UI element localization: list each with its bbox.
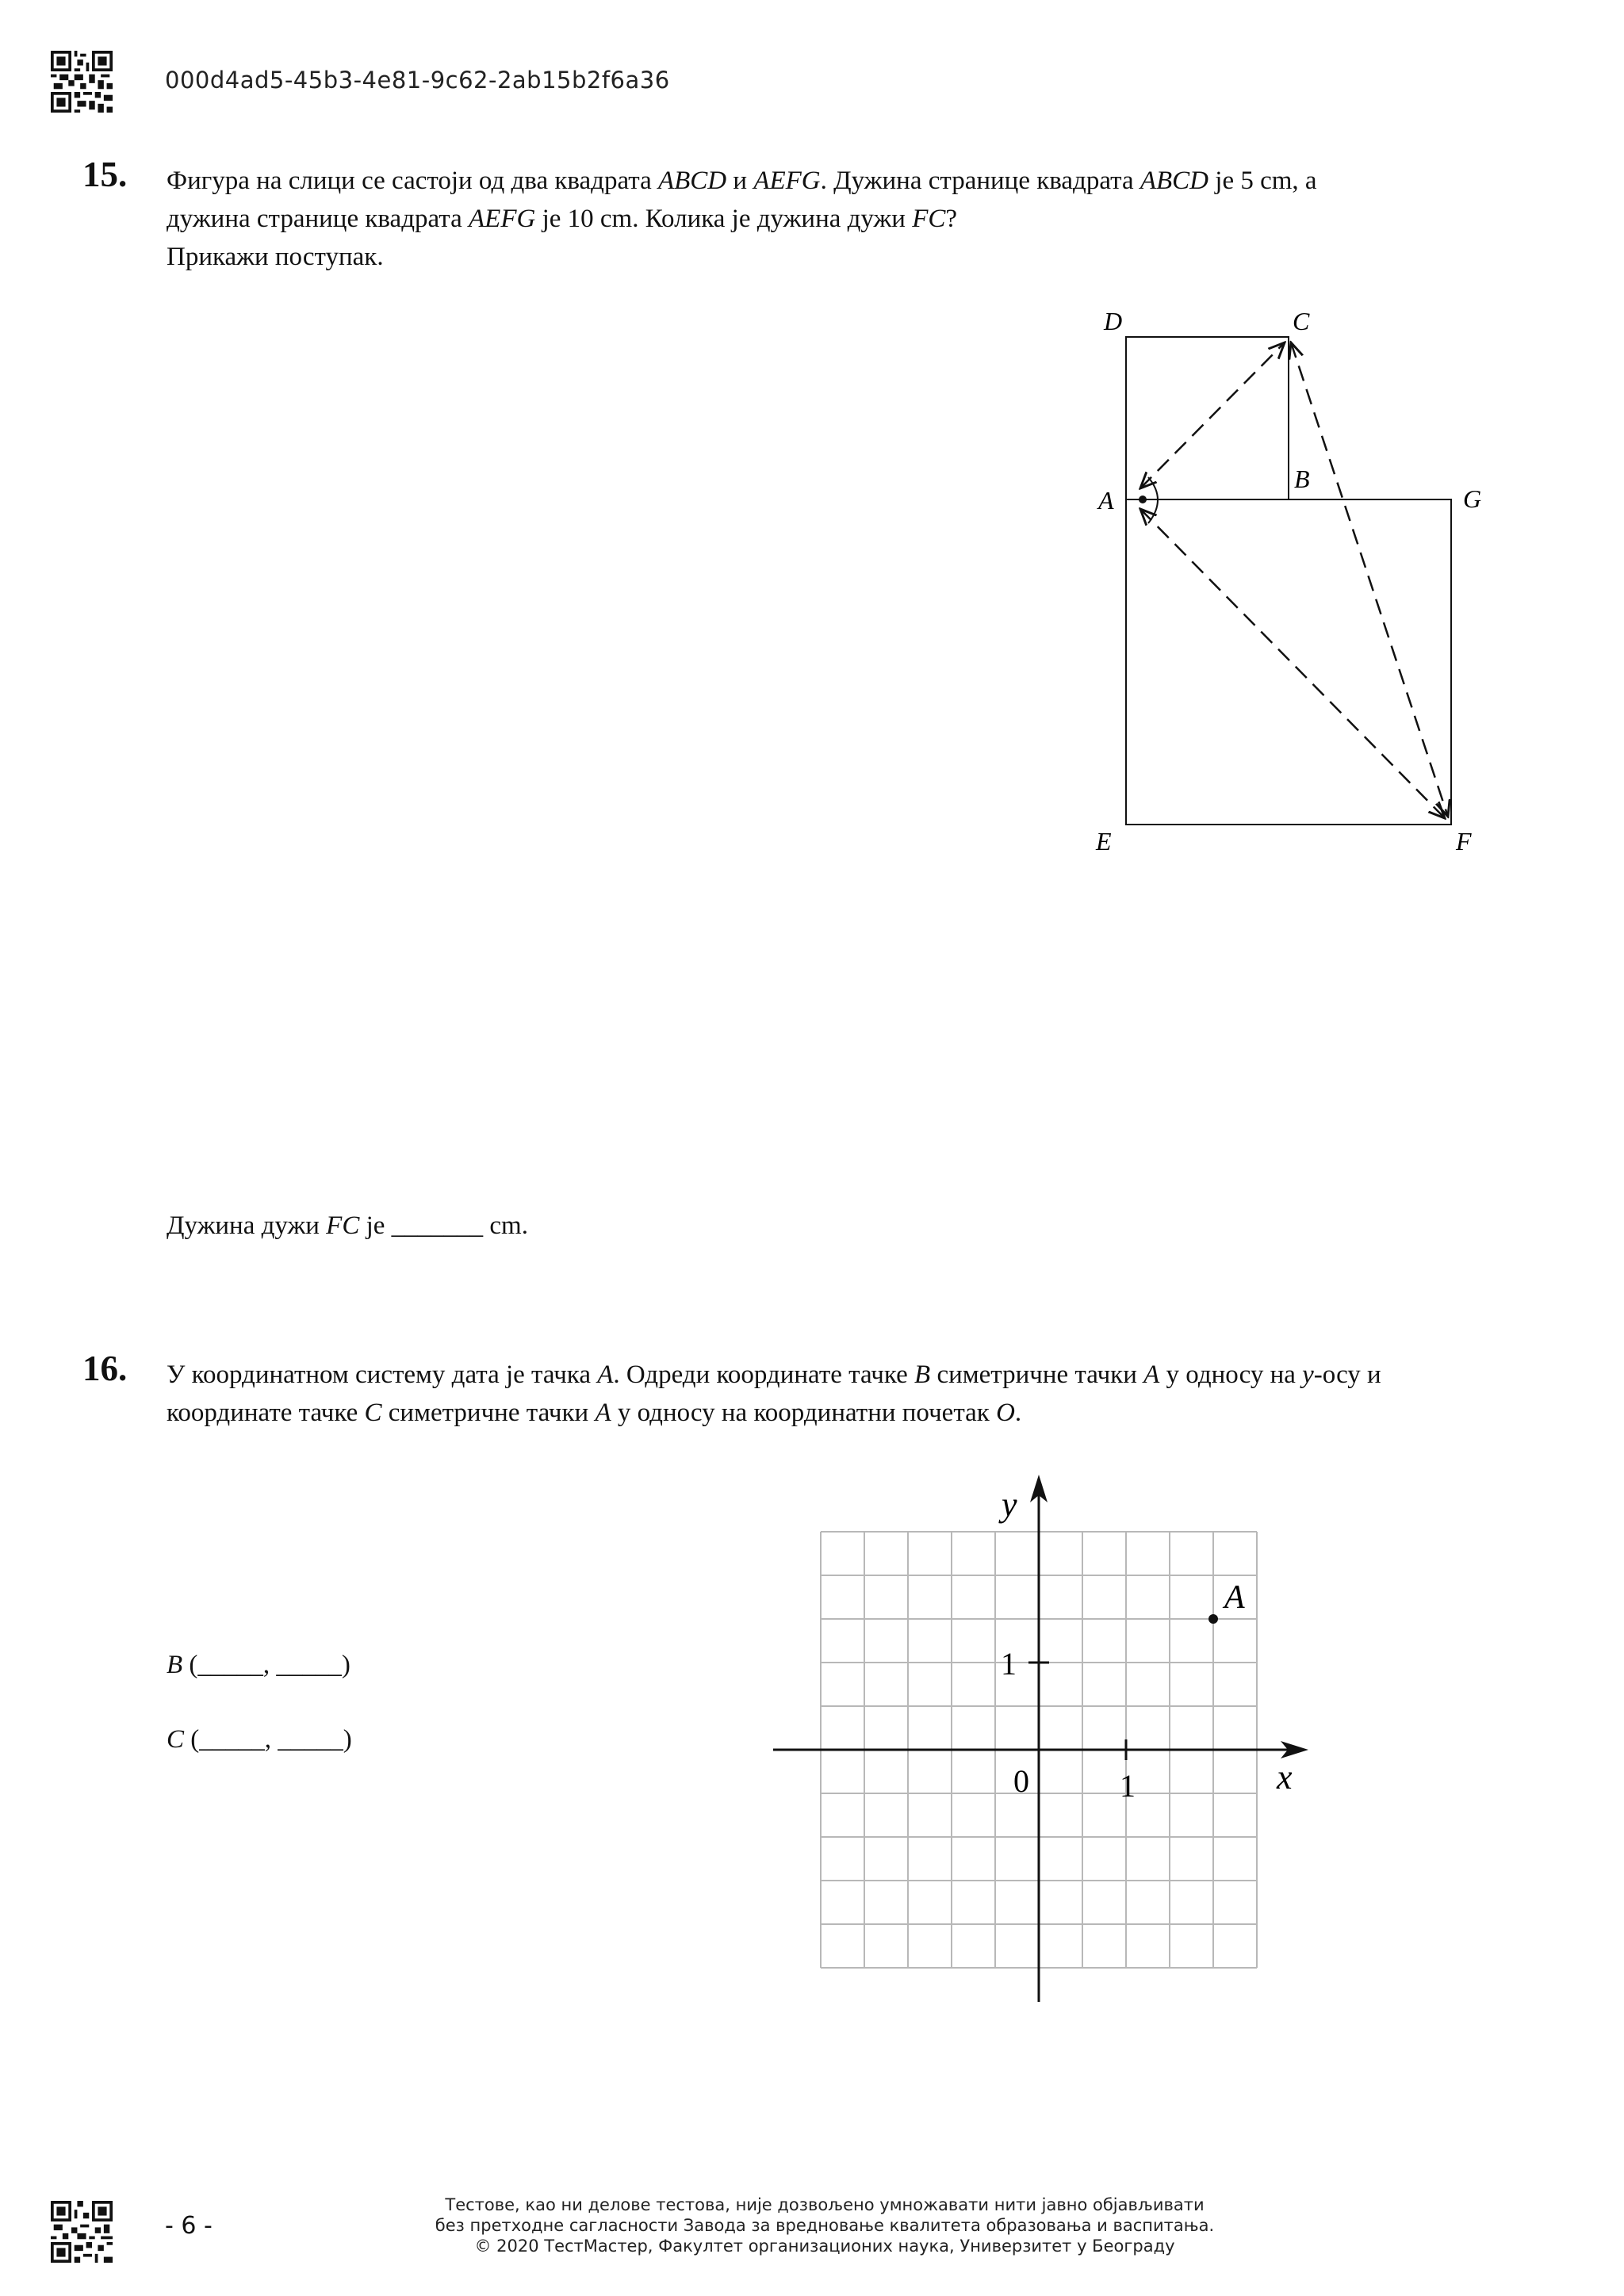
label-e: E bbox=[1096, 827, 1112, 855]
notice-line-1: Тестове, као ни делове тестова, није дозвољено умножавати нити јавно објављивати bbox=[445, 2195, 1205, 2214]
question-15-line-2: дужина странице квадрата AEFG је 10 cm. Колика је дужина дужи FC? bbox=[167, 205, 958, 233]
question-16-number: 16. bbox=[82, 1349, 128, 1388]
qr-code-icon bbox=[51, 51, 113, 113]
question-15-line-1: Фигура на слици се састоји од два квадрата ABCD и AEFG. Дужина странице квадрата ABCD је 5 cm, а bbox=[167, 166, 1317, 195]
label-f: F bbox=[1456, 827, 1472, 855]
question-16-text bbox=[167, 1356, 1554, 1432]
notice-line-2: без претходне сагласности Завода за вредновање квалитета образовања и васпитања. bbox=[435, 2216, 1215, 2235]
label-b: B bbox=[1294, 465, 1310, 493]
question-15-line-3: Прикажи поступак. bbox=[167, 243, 384, 271]
point-a-label: A bbox=[1224, 1579, 1245, 1616]
segment-ac bbox=[1140, 342, 1285, 488]
question-15-number: 15. bbox=[82, 155, 128, 194]
point-a bbox=[1208, 1614, 1218, 1624]
answer-b-field[interactable]: B (_____, _____) bbox=[167, 1651, 350, 1679]
x-tick-label: 1 bbox=[1120, 1768, 1136, 1804]
label-d: D bbox=[1104, 307, 1123, 335]
page-number: - 6 - bbox=[165, 2212, 213, 2240]
notice-line-3: © 2020 ТестМастер, Факултет организационих наука, Универзитет у Београду bbox=[474, 2237, 1175, 2256]
question-15-answer: Дужина дужи FC је _______ cm. bbox=[167, 1211, 528, 1240]
pivot-point-a bbox=[1139, 496, 1147, 503]
label-c: C bbox=[1293, 307, 1310, 335]
label-a: A bbox=[1098, 486, 1114, 515]
axes bbox=[773, 1475, 1308, 2002]
y-tick-label: 1 bbox=[1001, 1646, 1017, 1682]
copyright-notice bbox=[428, 2195, 1221, 2256]
origin-label: 0 bbox=[1013, 1763, 1029, 1799]
segment-af bbox=[1140, 509, 1445, 818]
x-axis-label: x bbox=[1277, 1758, 1293, 1797]
answer-c-field[interactable]: C (_____, _____) bbox=[167, 1725, 352, 1754]
qr-code-icon bbox=[51, 2201, 113, 2263]
square-abcd bbox=[1126, 337, 1289, 499]
question-16-line-1: У координатном систему дата је тачка A. Одреди координате тачке B симетричне тачки A у односу на y-осу и bbox=[167, 1360, 1381, 1389]
segment-cf bbox=[1291, 342, 1448, 817]
coordinate-system bbox=[761, 1475, 1332, 2030]
document-id: 000d4ad5-45b3-4e81-9c62-2ab15b2f6a36 bbox=[165, 67, 670, 94]
question-15-text bbox=[167, 162, 1515, 276]
label-g: G bbox=[1463, 484, 1482, 513]
y-axis-label: y bbox=[1002, 1485, 1017, 1524]
question-16-line-2: координате тачке C симетричне тачки A у односу на координатни почетак O. bbox=[167, 1399, 1022, 1427]
squares-figure bbox=[1078, 293, 1522, 856]
